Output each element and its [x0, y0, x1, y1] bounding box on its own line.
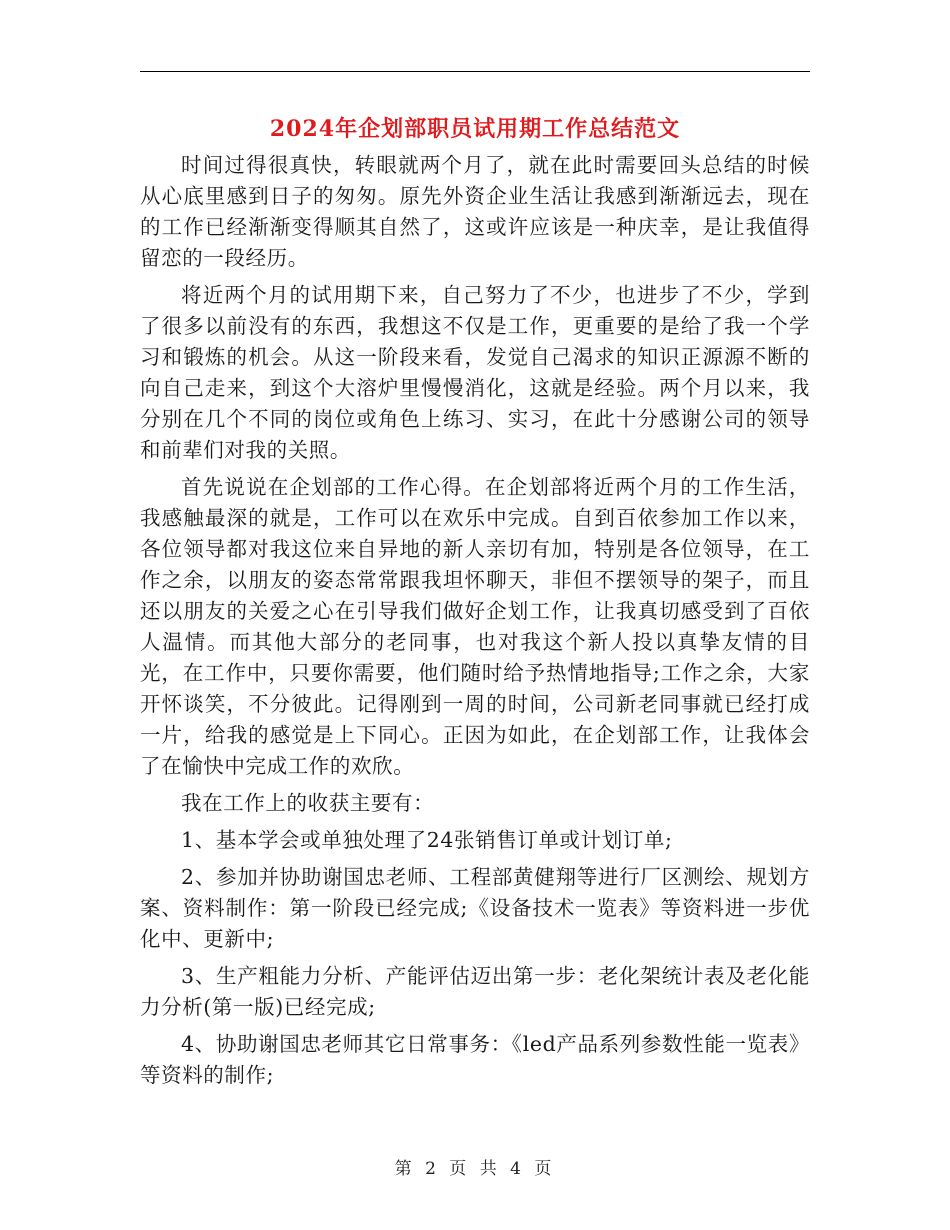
- paragraph-3: 首先说说在企划部的工作心得。在企划部将近两个月的工作生活，我感触最深的就是，工作可以在欢乐中完成。自到百依参加工作以来，各位领导都对我这位来自异地的新人亲切有加，特别是各位领导，在工作之余，以朋友的姿态常常跟我坦怀聊天，非但不摆领导的架子，而且还以朋友的关爱之心在引导我们做好企划工作，让我真切感受到了百依人温情。而其他大部分的老同事，也对我这个新人投以真挚友情的目光，在工作中，只要你需要，他们随时给予热情地指导;工作之余，大家开怀谈笑，不分彼此。记得刚到一周的时间，公司新老同事就已经打成一片，给我的感觉是上下同心。正因为如此，在企划部工作，让我体会了在愉快中完成工作的欢欣。: [140, 475, 810, 778]
- list-item-4: 4、协助谢国忠老师其它日常事务：《led产品系列参数性能一览表》等资料的制作;: [140, 1032, 810, 1087]
- list-item-2: 2、参加并协助谢国忠老师、工程部黄健翔等进行厂区测绘、规划方案、资料制作：第一阶段已经完成;《设备技术一览表》等资料进一步优化中、更新中;: [140, 865, 810, 951]
- header-rule: [140, 71, 810, 72]
- paragraph-4: 我在工作上的收获主要有：: [181, 791, 435, 815]
- document-title: 2024年企划部职员试用期工作总结范文: [269, 116, 681, 142]
- list-item-3: 3、生产粗能力分析、产能评估迈出第一步：老化架统计表及老化能力分析(第一版)已经完成;: [140, 964, 810, 1019]
- list-item-1: 1、基本学会或单独处理了24张销售订单或计划订单;: [181, 828, 673, 852]
- page-footer: 第 2 页 共 4 页: [394, 1159, 556, 1179]
- paragraph-2: 将近两个月的试用期下来，自己努力了不少，也进步了不少，学到了很多以前没有的东西，我想这不仅是工作，更重要的是给了我一个学习和锻炼的机会。从这一阶段来看，发觉自己渴求的知识正源源不断的向自己走来，到这个大溶炉里慢慢消化，这就是经验。两个月以来，我分别在几个不同的岗位或角色上练习、实习，在此十分感谢公司的领导和前辈们对我的关照。: [140, 283, 810, 462]
- paragraph-1: 时间过得很真快，转眼就两个月了，就在此时需要回头总结的时候从心底里感到日子的匆匆。原先外资企业生活让我感到渐渐远去，现在的工作已经渐渐变得顺其自然了，这或许应该是一种庆幸，是让我值得留恋的一段经历。: [140, 153, 810, 270]
- document-body: [140, 150, 810, 1097]
